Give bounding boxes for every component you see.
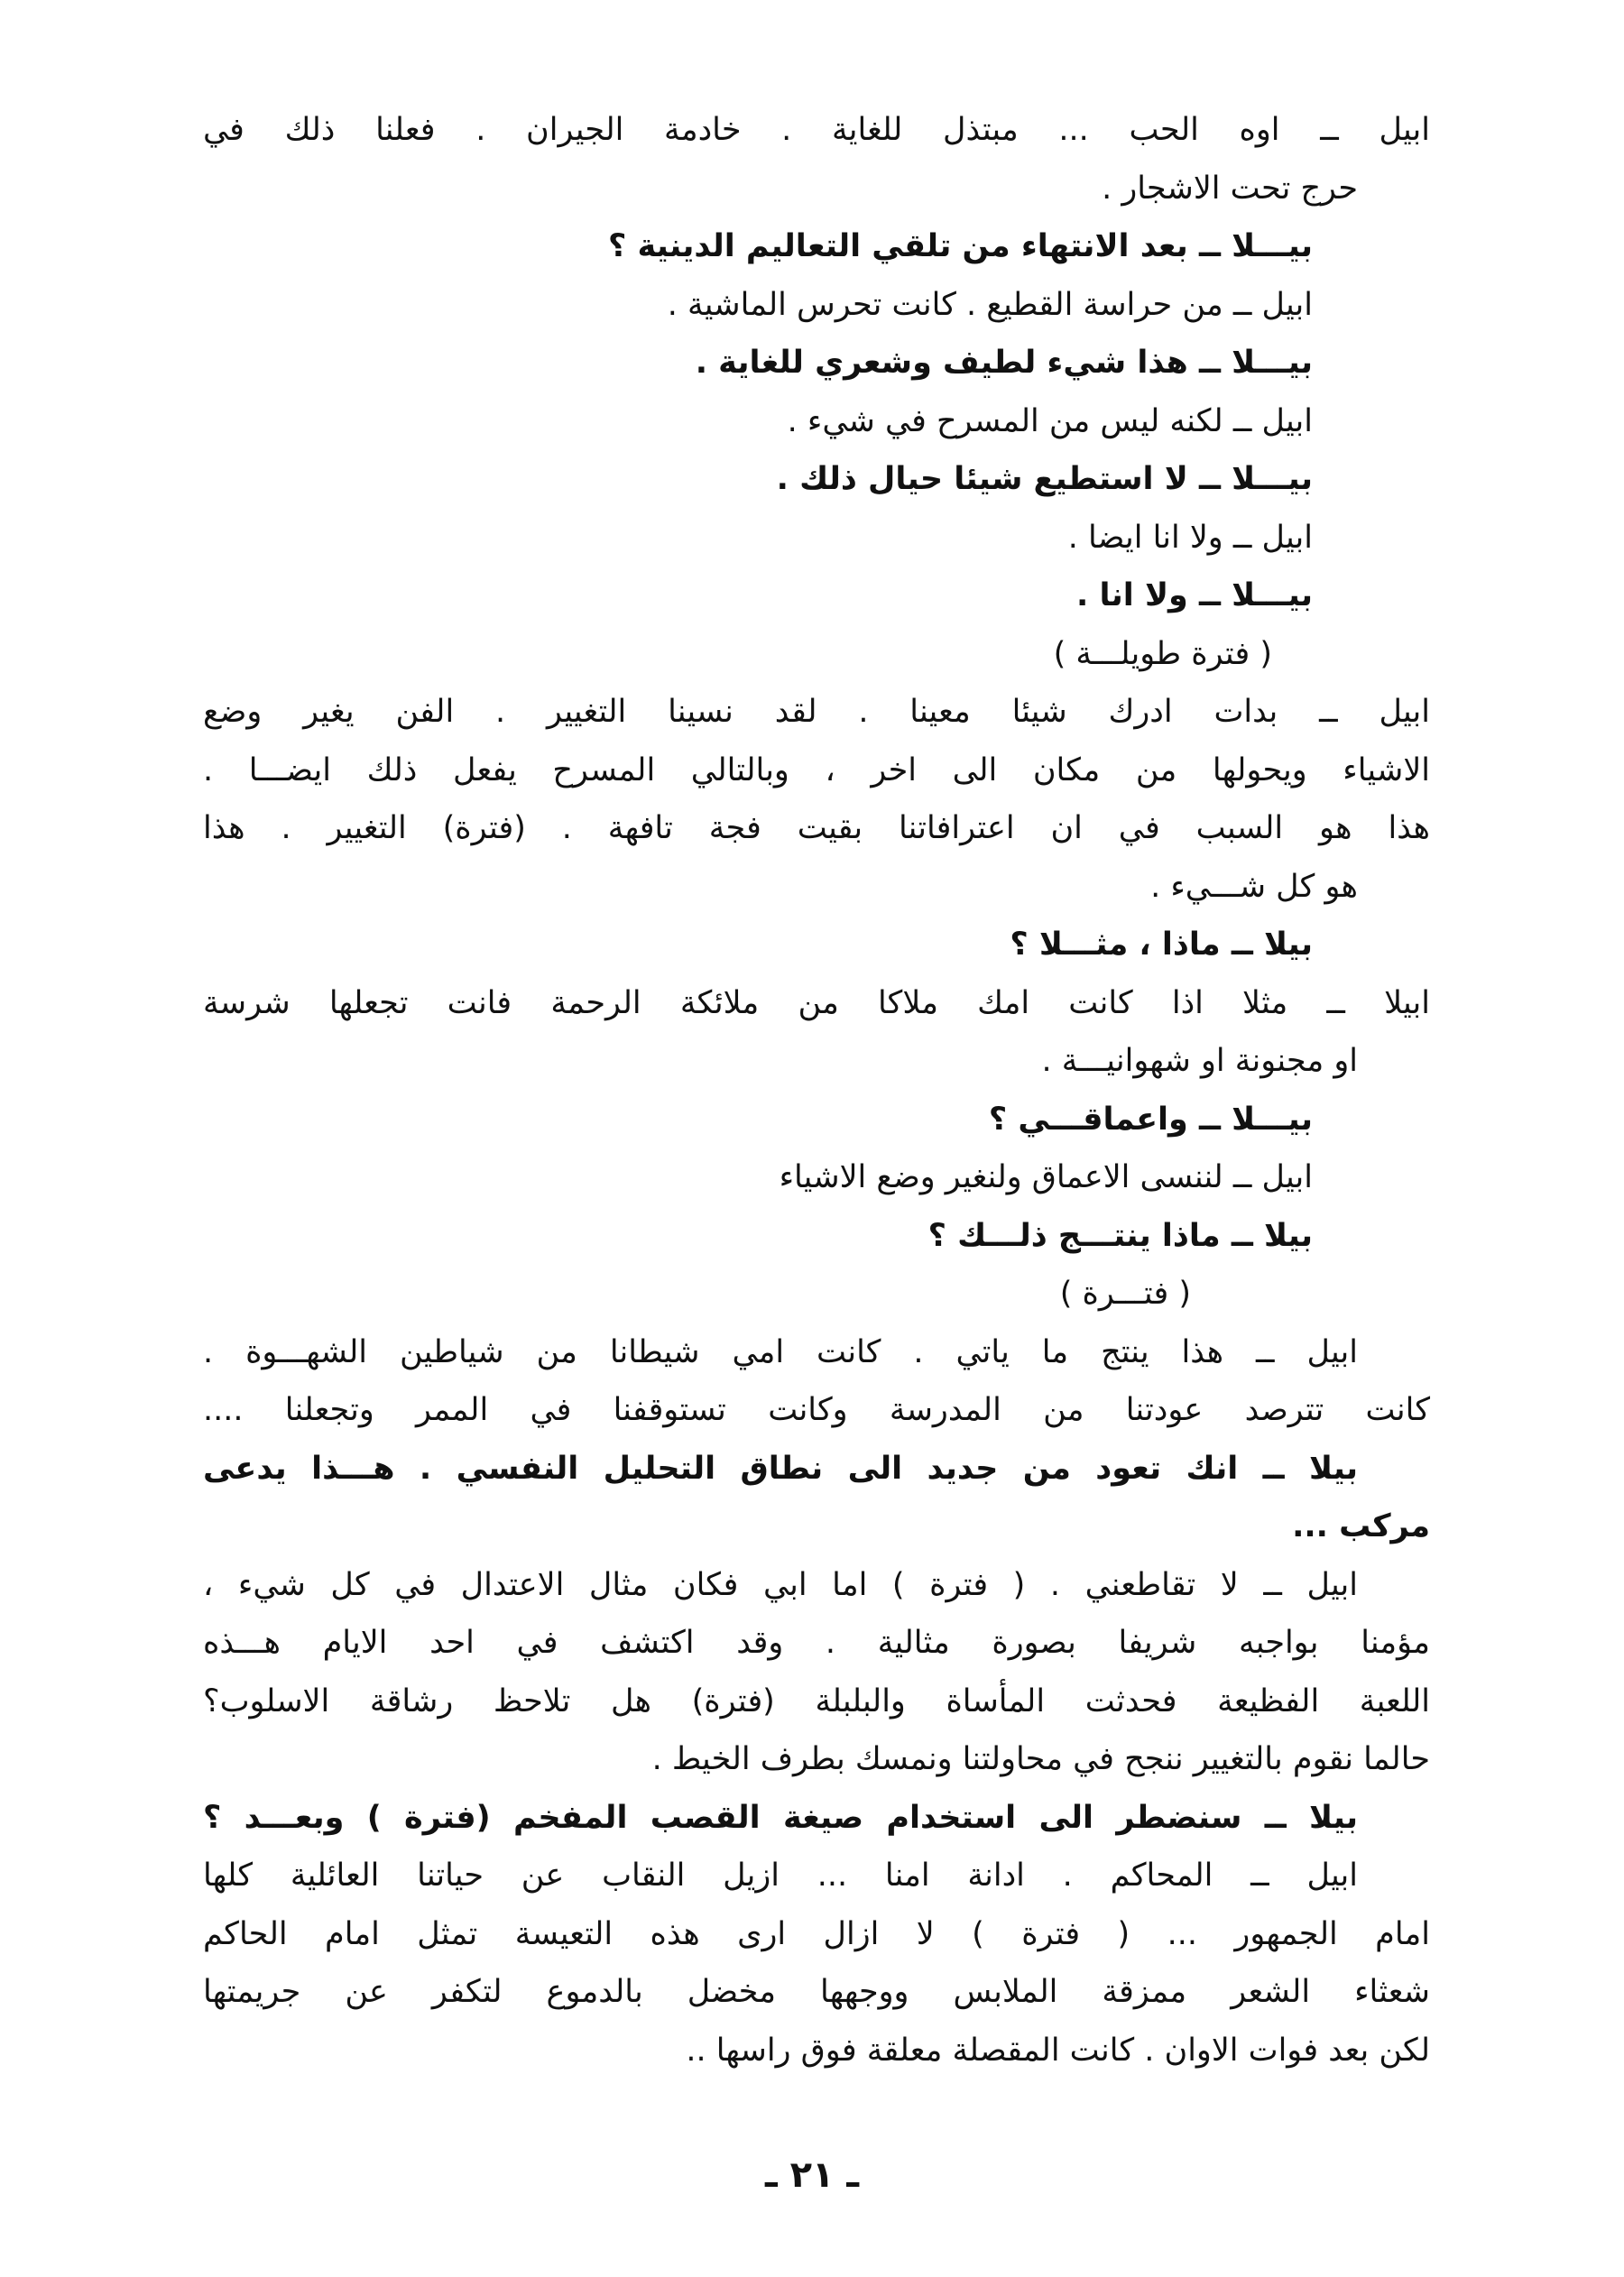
text-line: لكن بعد فوات الاوان . كانت المقصلة معلقة فوق راسها .. — [686, 2032, 1430, 2069]
text-line: هذا هو السبب في ان اعترافاتنا بقيت فجة تافهة . (فترة) التغيير . هذا — [203, 810, 1430, 846]
text-line: ابيل ــ اوه الحب ... مبتذل للغاية . خادمة الجيران . فعلنا ذلك في — [203, 112, 1430, 148]
dialogue-line-abel: ابيل ــ لننسى الاعماق ولنغير وضع الاشياء — [779, 1159, 1313, 1195]
dialogue-line-bella: بيـــلا ــ بعد الانتهاء من تلقي التعاليم الدينية ؟ — [607, 228, 1313, 264]
dialogue-line-bella: بيلا ــ سنضطر الى استخدام صيغة القصب المفخم (فترة ) وبعـــد ؟ — [203, 1799, 1358, 1836]
dialogue-line-bella: بيـــلا ــ واعماقـــي ؟ — [988, 1101, 1313, 1138]
dialogue-line-abel: ابيل ــ ولا انا ايضا . — [1067, 519, 1313, 556]
stage-direction: ( فتـــرة ) — [1059, 1276, 1191, 1312]
text-line: اللعبة الفظيعة فحدثت المأساة والبلبلة (فترة) هل تلاحظ رشاقة الاسلوب؟ — [203, 1682, 1430, 1719]
stage-direction: ( فترة طويلـــة ) — [1053, 635, 1272, 672]
text-line: او مجنونة او شهوانيـــة . — [1041, 1043, 1358, 1079]
dialogue-line-bella: بيـــلا ــ لا استطيع شيئا حيال ذلك . — [776, 461, 1313, 497]
dialogue-line-abel: ابيل ــ لا تقاطعني . ( فترة ) اما ابي فكان مثال الاعتدال في كل شيء ، — [203, 1566, 1358, 1603]
text-line: ابيلا ــ مثلا اذا كانت امك ملاكا من ملائكة الرحمة فانت تجعلها شرسة — [203, 984, 1430, 1021]
text-line: مؤمنا بواجبه شريفا بصورة مثالية . وقد اكتشف في احد الايام هـــذه — [203, 1625, 1430, 1661]
dialogue-line-bella: بيـــلا ــ هذا شيء لطيف وشعري للغاية . — [695, 345, 1313, 381]
dialogue-line-abel: ابيل ــ لكنه ليس من المسرح في شيء . — [787, 402, 1313, 439]
text-line: الاشياء ويحولها من مكان الى اخر ، وبالتالي المسرح يفعل ذلك ايضـــا . — [203, 751, 1430, 788]
text-line: حرج تحت الاشجار . — [1102, 170, 1358, 207]
dialogue-line-bella: بيلا ــ ماذا ينتـــج ذلـــك ؟ — [927, 1217, 1313, 1254]
text-line: شعثاء الشعر ممزقة الملابس ووجهها مخضل بالدموع لتكفر عن جريمتها — [203, 1974, 1430, 2010]
dialogue-line-abel: ابيل ــ من حراسة القطيع . كانت تحرس الماشية . — [667, 286, 1313, 323]
play-text-body — [203, 101, 1430, 2079]
dialogue-line-bella: بيـــلا ــ ولا انا . — [1076, 577, 1313, 613]
dialogue-line-abel: ابيل ــ المحاكم . ادانة امنا ... ازيل النقاب عن حياتنا العائلية كلها — [203, 1858, 1358, 1894]
text-line: ابيل ــ بدات ادرك شيئا معينا . لقد نسينا التغيير . الفن يغير وضع — [203, 694, 1430, 730]
text-line: ابيل ــ هذا ينتج ما ياتي . كانت امي شيطانا من شياطين الشهـــوة . — [203, 1333, 1358, 1370]
dialogue-line-bella: بيلا ــ انك تعود من جديد الى نطاق التحليل النفسي . هـــذا يدعى — [203, 1450, 1358, 1487]
text-line: كانت تترصد عودتنا من المدرسة وكانت تستوقفنا في الممر وتجعلنا .... — [203, 1392, 1430, 1428]
page-number: ـ ٢١ ـ — [764, 2154, 860, 2196]
dialogue-line-bella: بيلا ــ ماذا ، مثـــلا ؟ — [1010, 926, 1313, 963]
text-line: حالما نقوم بالتغيير ننجح في محاولتنا ونمسك بطرف الخيط . — [651, 1741, 1430, 1777]
text-line: هو كل شـــيء . — [1150, 868, 1358, 905]
text-line: مركب ... — [1292, 1508, 1430, 1544]
text-line: امام الجمهور ... ( فترة ) لا ازال ارى هذه التعيسة تمثل امام الحاكم — [203, 1915, 1430, 1952]
